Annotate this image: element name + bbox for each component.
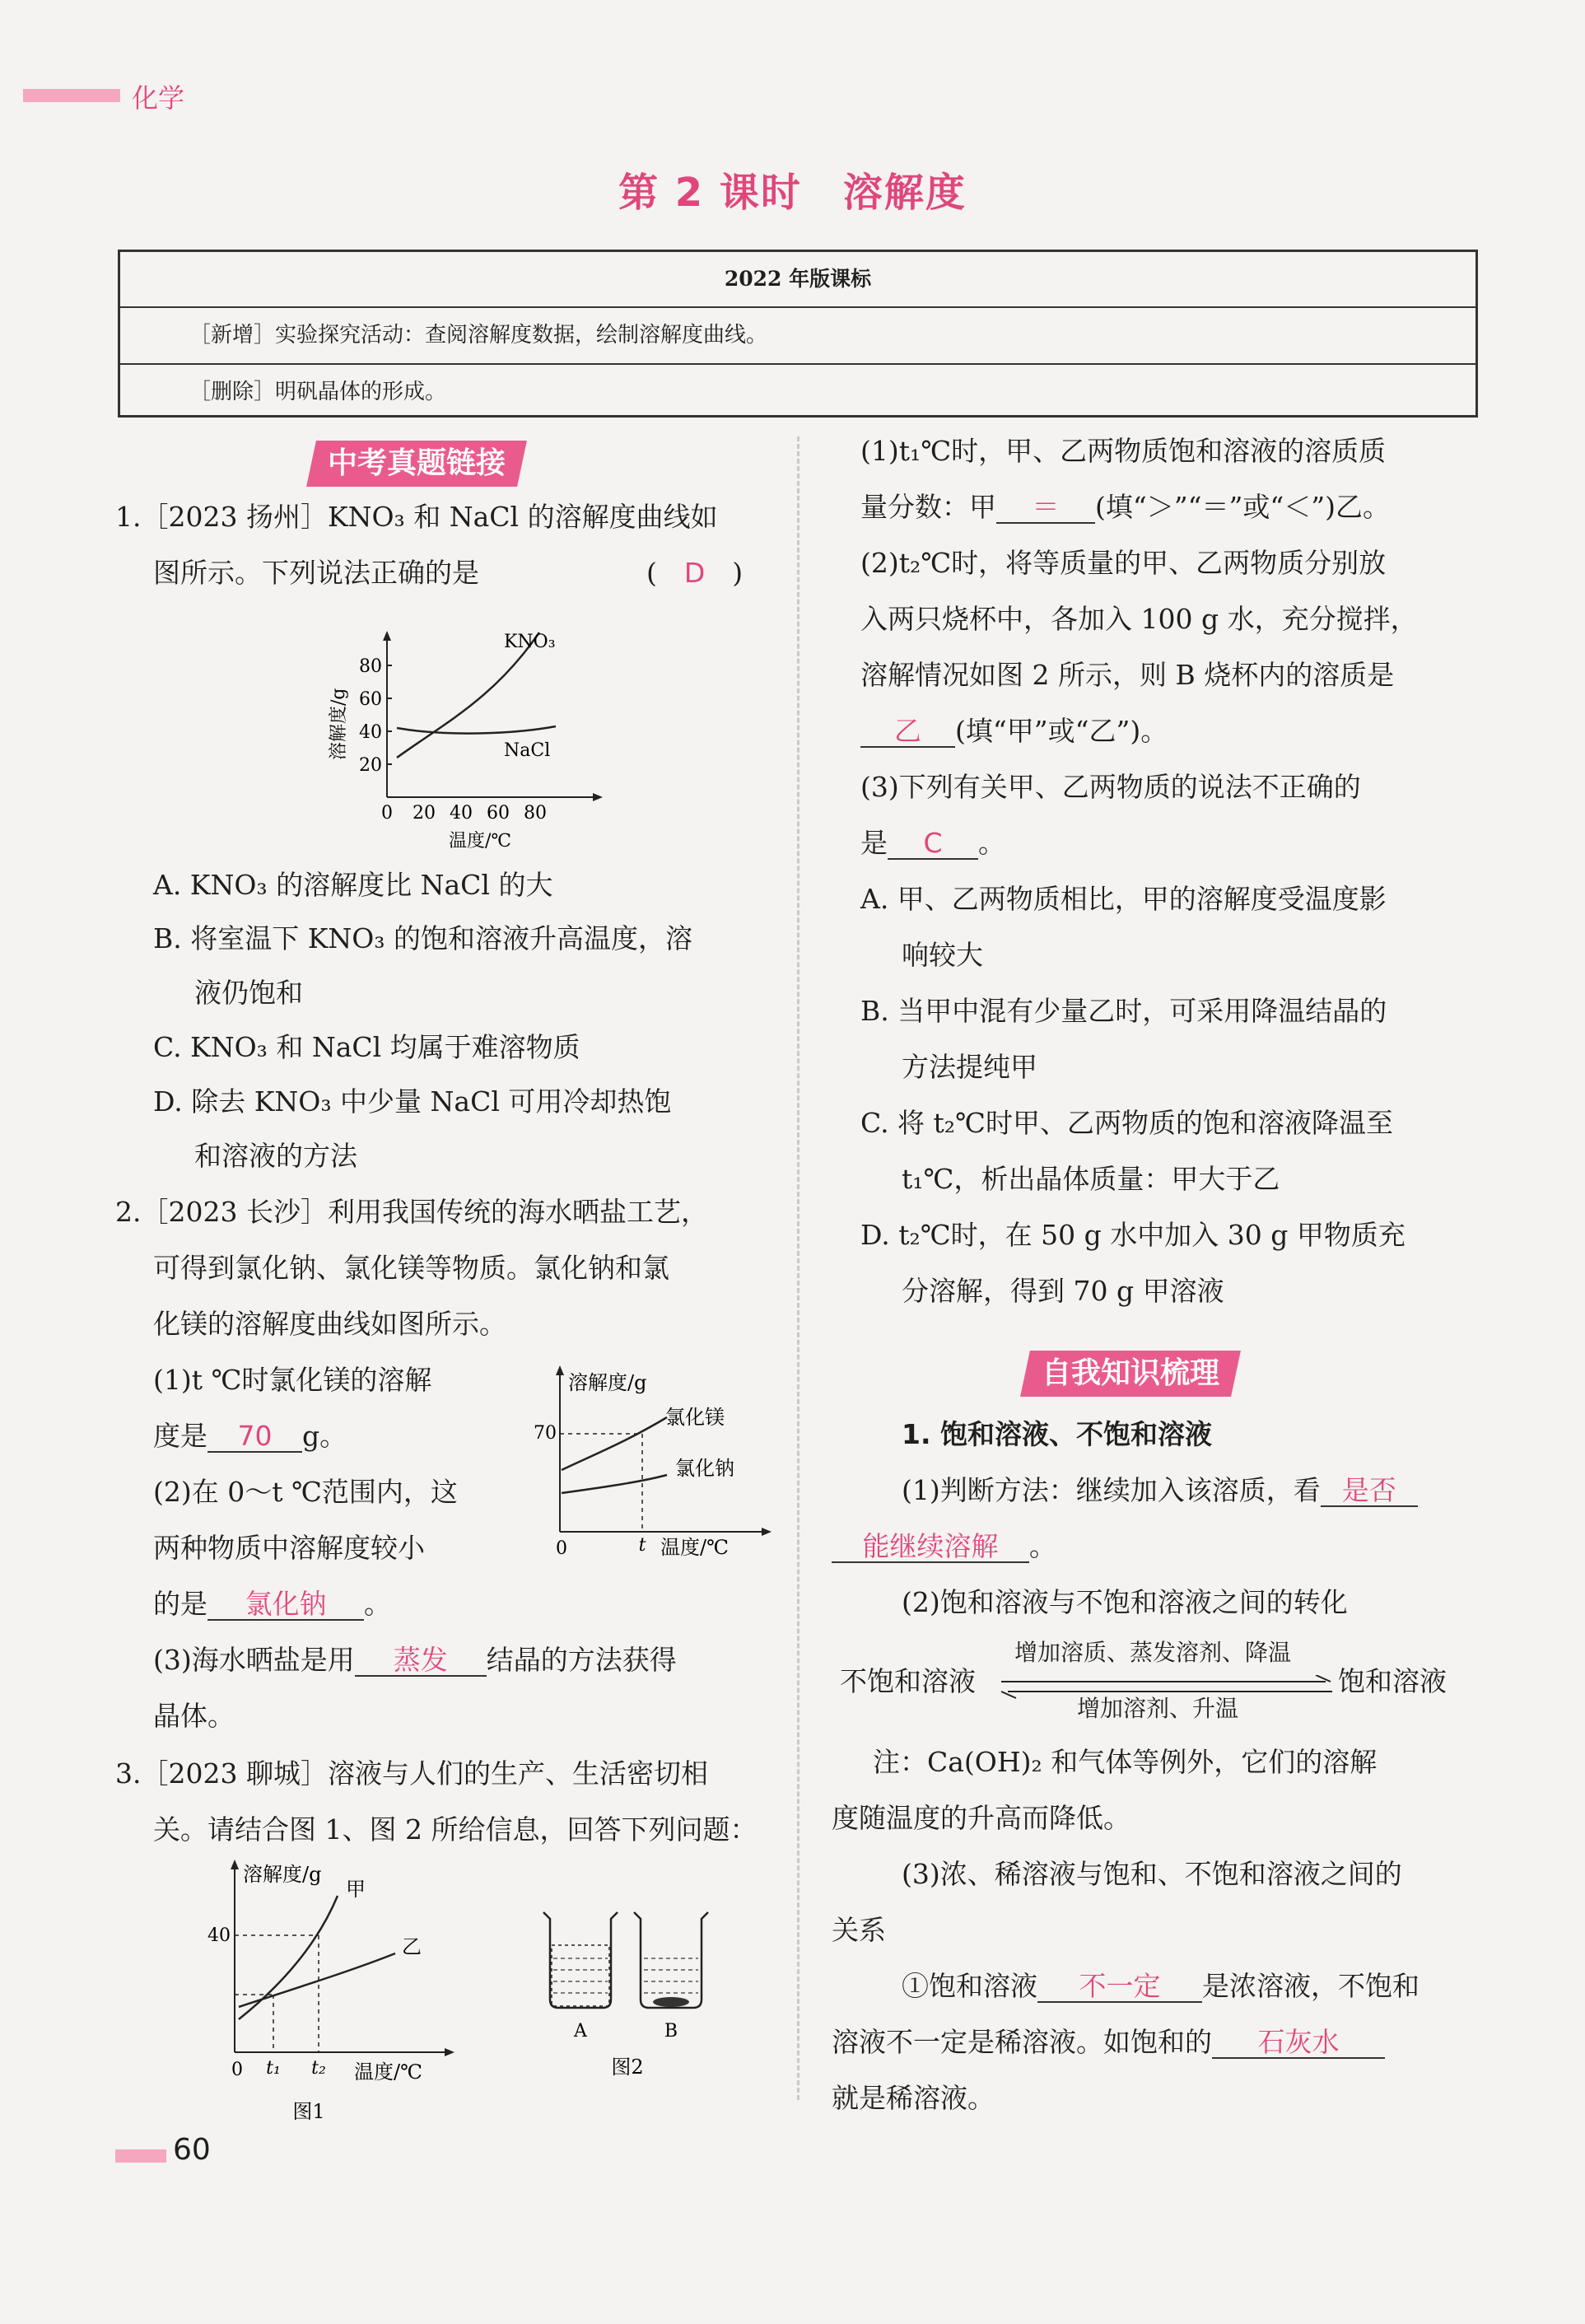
conversion-left: 不饱和溶液 [840,1665,976,1697]
knowledge-note-2: 度随温度的升高而降低。 [832,1802,1130,1834]
q3-part2-answer: 乙 [860,717,955,748]
q2-part1-line2: 度是 70 g。 [153,1420,347,1452]
q3-fig1-series-jia: 甲 [346,1878,366,1901]
q1-option-b-1: B. 将室温下 KNO₃ 的饱和溶液升高温度，溶 [153,922,693,954]
q3-option-c-2: t₁℃，析出晶体质量：甲大于乙 [902,1163,1280,1195]
q1-nacl-curve [397,726,556,734]
q3-fig1-ytick: 40 [207,1925,231,1946]
q1-answer-bracket: ( D ) [646,557,744,589]
q3-fig1-origin: 0 [231,2060,243,2080]
q1-ytick-20: 20 [359,755,382,776]
q1-option-b-2: 液仍饱和 [194,977,303,1009]
q3-part1-answer: ＝ [996,493,1095,524]
q3-stem-2: 关。请结合图 1、图 2 所给信息，回答下列问题： [153,1813,758,1846]
q3-fig1-ylabel: 溶解度/g [243,1863,322,1886]
knowledge-c1-answer: 不一定 [1037,1972,1202,2003]
q1-ytick-80: 80 [359,656,382,677]
q1-series-nacl: NaCl [504,740,551,761]
q1-xtick-40: 40 [450,803,473,824]
header-bar [23,89,120,102]
q3-figure-2 [535,1909,725,2098]
q3-fig1-xlabel: 温度/℃ [354,2060,422,2084]
q2-ylabel: 溶解度/g [568,1371,647,1394]
standards-table [118,250,1478,418]
q1-ylabel: 溶解度/g [329,688,349,760]
q3-option-c-1: C. 将 t₂℃时甲、乙两物质的饱和溶液降温至 [860,1107,1393,1139]
q3-fig2-crystals [653,1997,689,2007]
conversion-right: 饱和溶液 [1338,1665,1447,1697]
knowledge-note-1: 注：Ca(OH)₂ 和气体等例外，它们的溶解 [873,1746,1378,1778]
q2-part2-line1: (2)在 0～t ℃范围内，这 [153,1476,458,1508]
q1-xtick-60: 60 [487,803,510,824]
q2-part2-answer: 氯化钠 [207,1590,364,1621]
q2-stem-2: 可得到氯化钠、氯化镁等物质。氯化钠和氯 [153,1252,669,1284]
knowledge-c2: 溶液不一定是稀溶液。如饱和的 石灰水 [832,2026,1385,2059]
q3-part2-line2: 入两只烧杯中，各加入 100 g 水，充分搅拌， [860,603,1418,635]
q3-part2-line1: (2)t₂℃时，将等质量的甲、乙两物质分别放 [860,547,1387,579]
q2-stem-3: 化镁的溶解度曲线如图所示。 [153,1308,506,1340]
q3-part3-answer: C [888,829,978,860]
page-number: 60 [173,2133,211,2167]
q2-ytick: 70 [534,1423,557,1444]
q2-xlabel: 温度/℃ [660,1536,729,1559]
q2-part3-line1: (3)海水晒盐是用 蒸发 结晶的方法获得 [153,1644,677,1676]
q3-stem-1: 3.［2023 聊城］溶液与人们的生产、生活密切相 [115,1757,708,1790]
q3-part3-line2: 是 C 。 [860,827,1005,859]
q1-xtick-20: 20 [413,803,436,824]
q1-answer: D [683,557,706,589]
q1-series-kno3: KNO₃ [504,632,556,652]
q3-fig2-beaker-a: A [574,2021,587,2042]
q3-option-a-1: A. 甲、乙两物质相比，甲的溶解度受温度影 [860,883,1387,915]
q1-xtick-0: 0 [381,803,393,824]
q3-fig1-jia-curve [239,1896,338,2019]
standards-added: ［新增］实验探究活动：查阅溶解度数据，绘制溶解度曲线。 [120,308,1475,365]
knowledge-c3: 就是稀溶液。 [832,2082,995,2114]
q2-chart [527,1363,774,1561]
q1-stem-2: 图所示。下列说法正确的是 [153,557,479,589]
q3-fig1-t1: t₁ [266,2058,281,2079]
q2-mgcl2-curve [562,1417,667,1470]
q2-part1-line1: (1)t ℃时氯化镁的溶解 [153,1364,432,1396]
knowledge-s3-line2: 关系 [832,1914,886,1946]
q3-fig1-caption: 图1 [292,2100,325,2123]
knowledge-s3-line1: (3)浓、稀溶液与饱和、不饱和溶液之间的 [902,1858,1402,1890]
q1-option-d-1: D. 除去 KNO₃ 中少量 NaCl 可用冷却热饱 [153,1085,672,1118]
knowledge-s1-line2: 能继续溶解 。 [832,1530,1056,1563]
standards-removed: ［删除］明矾晶体的形成。 [189,380,447,404]
q3-figure-1 [198,1855,494,2135]
q2-xtick: t [638,1535,646,1556]
q3-part1-line1: (1)t₁℃时，甲、乙两物质饱和溶液的溶质质 [860,435,1387,467]
q3-option-d-1: D. t₂℃时，在 50 g 水中加入 30 g 甲物质充 [860,1219,1406,1251]
q3-fig1-series-yi: 乙 [402,1935,422,1958]
q2-series-mgcl2: 氯化镁 [665,1406,725,1429]
q1-stem-1: 1.［2023 扬州］KNO₃ 和 NaCl 的溶解度曲线如 [115,501,718,533]
q2-part2-line3: 的是 氯化钠 。 [153,1588,391,1620]
standards-heading: 2022 年版课标 [120,252,1475,308]
q1-chart [321,616,618,855]
q3-fig1-yi-curve [239,1953,395,2007]
q3-fig2-caption: 图2 [611,2056,644,2079]
q3-fig1-t2: t₂ [311,2058,326,2079]
q1-ytick-60: 60 [359,689,382,710]
q1-xtick-80: 80 [524,803,547,824]
q1-option-a: A. KNO₃ 的溶解度比 NaCl 的大 [153,869,553,901]
knowledge-s1-line1: (1)判断方法：继续加入该溶质，看 是否 [902,1474,1418,1507]
knowledge-c2-answer: 石灰水 [1212,2028,1385,2059]
footer-bar [115,2149,166,2163]
q1-ytick-40: 40 [359,722,382,743]
q1-xlabel: 温度/℃ [449,831,512,852]
knowledge-s2: (2)饱和溶液与不饱和溶液之间的转化 [902,1586,1348,1618]
q2-stem-1: 2.［2023 长沙］利用我国传统的海水晒盐工艺， [115,1196,708,1228]
q1-option-d-2: 和溶液的方法 [194,1140,357,1172]
q3-part3-line1: (3)下列有关甲、乙两物质的说法不正确的 [860,771,1361,803]
section-knowledge-label: 自我知识梳理 [1020,1351,1241,1397]
q2-part3-line2: 晶体。 [153,1700,235,1732]
q2-part2-line2: 两种物质中溶解度较小 [153,1532,425,1564]
q3-part1-line2: 量分数：甲 ＝ (填“＞”“＝”或“＜”)乙。 [860,491,1390,523]
q3-option-d-2: 分溶解，得到 70 g 甲溶液 [902,1275,1224,1307]
q3-fig2-beaker-b: B [664,2021,678,2042]
subject-label: 化学 [132,82,185,114]
q1-option-c: C. KNO₃ 和 NaCl 均属于难溶物质 [153,1031,580,1063]
knowledge-s1-answer-1: 是否 [1321,1477,1418,1507]
q2-part3-answer: 蒸发 [355,1646,487,1677]
conversion-bottom-label: 增加溶剂、升温 [1077,1695,1239,1722]
knowledge-s1-answer-2: 能继续溶解 [832,1533,1029,1563]
knowledge-c1: ①饱和溶液 不一定 是浓溶液，不饱和 [902,1970,1420,2002]
q2-series-nacl: 氯化钠 [675,1457,734,1480]
q2-part1-answer: 70 [207,1422,302,1453]
section-exam-label: 中考真题链接 [306,441,527,487]
q3-part2-line4: 乙 (填“甲”或“乙”)。 [860,715,1168,748]
q3-option-a-2: 响较大 [902,939,983,971]
q3-part2-line3: 溶解情况如图 2 所示，则 B 烧杯内的溶质是 [860,659,1395,691]
q3-option-b-1: B. 当甲中混有少量乙时，可采用降温结晶的 [860,995,1387,1027]
q2-nacl-curve [562,1475,667,1493]
q3-option-b-2: 方法提纯甲 [902,1051,1037,1083]
page-title: 第 2 课时 溶解度 [618,170,967,216]
conversion-top-label: 增加溶质、蒸发溶剂、降温 [1014,1639,1292,1666]
q2-origin: 0 [556,1538,567,1559]
knowledge-heading-1: 1. 饱和溶液、不饱和溶液 [902,1418,1212,1450]
column-divider [797,436,799,2100]
